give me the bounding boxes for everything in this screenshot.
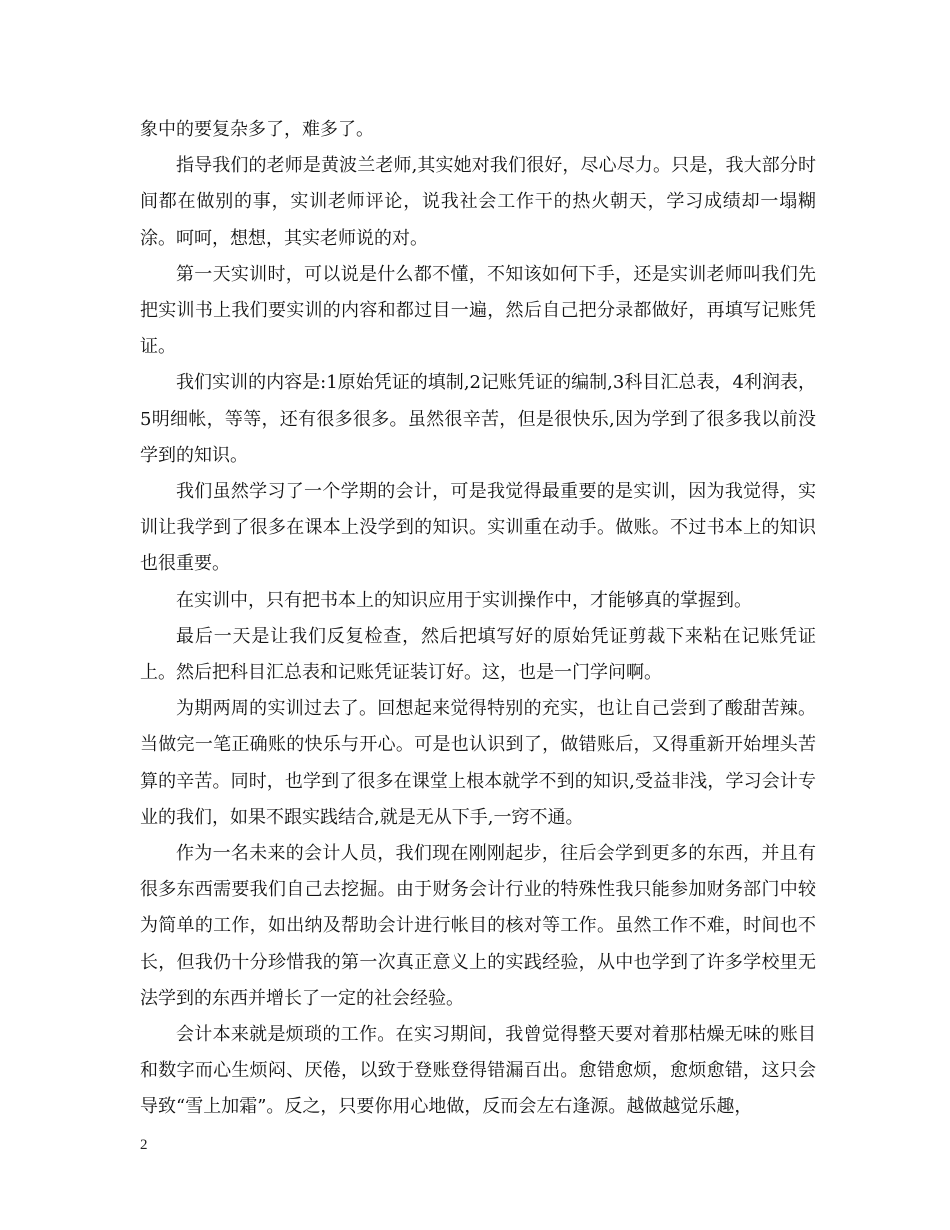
paragraph: 最后一天是让我们反复检查，然后把填写好的原始凭证剪裁下来粘在记账凭证上。然后把科目汇总表和记账凭证装订好。这，也是一门学问啊。	[140, 625, 816, 684]
paragraph: 我们实训的内容是:1原始凭证的填制,2记账凭证的编制,3科目汇总表，4利润表，5明细帐，等等，还有很多很多。虽然很辛苦，但是很快乐,因为学到了很多我以前没学到的知识。	[140, 372, 816, 466]
paragraph: 我们虽然学习了一个学期的会计，可是我觉得最重要的是实训，因为我觉得，实训让我学到了很多在课本上没学到的知识。实训重在动手。做账。不过书本上的知识也很重要。	[140, 481, 816, 575]
page-number: 2	[140, 1137, 148, 1153]
paragraph: 为期两周的实训过去了。回想起来觉得特别的充实，也让自己尝到了酸甜苦辣。当做完一笔正确账的快乐与开心。可是也认识到了，做错账后，又得重新开始埋头苦算的辛苦。同时，也学到了很多在课堂上根本就学不到的知识,受益非浅，学习会计专业的我们，如果不跟实践结合,就是无从下手,一窍不通。	[140, 698, 816, 828]
paragraph-continued: 象中的要复杂多了，难多了。	[140, 119, 374, 140]
paragraph: 指导我们的老师是黄波兰老师,其实她对我们很好，尽心尽力。只是，我大部分时间都在做别的事，实训老师评论，说我社会工作干的热火朝天，学习成绩却一塌糊涂。呵呵，想想，其实老师说的对。	[140, 155, 816, 249]
paragraph: 在实训中，只有把书本上的知识应用于实训操作中，才能够真的掌握到。	[176, 589, 752, 611]
paragraph: 作为一名未来的会计人员，我们现在刚刚起步，往后会学到更多的东西，并且有很多东西需要我们自己去挖掘。由于财务会计行业的特殊性我只能参加财务部门中较为简单的工作，如出纳及帮助会计进行帐目的核对等工作。虽然工作不难，时间也不长，但我仍十分珍惜我的第一次真正意义上的实践经验，从中也学到了许多学校里无法学到的东西并增长了一定的社会经验。	[140, 843, 816, 1009]
document-body	[140, 112, 816, 1126]
paragraph: 会计本来就是烦琐的工作。在实习期间，我曾觉得整天要对着那枯燥无味的账目和数字而心生烦闷、厌倦，以致于登账登得错漏百出。愈错愈烦，愈烦愈错，这只会导致“雪上加霜”。反之，只要你用心地做，反而会左右逢源。越做越觉乐趣，	[140, 1024, 816, 1118]
paragraph: 第一天实训时，可以说是什么都不懂，不知该如何下手，还是实训老师叫我们先把实训书上我们要实训的内容和都过目一遍，然后自己把分录都做好，再填写记账凭证。	[140, 263, 816, 358]
